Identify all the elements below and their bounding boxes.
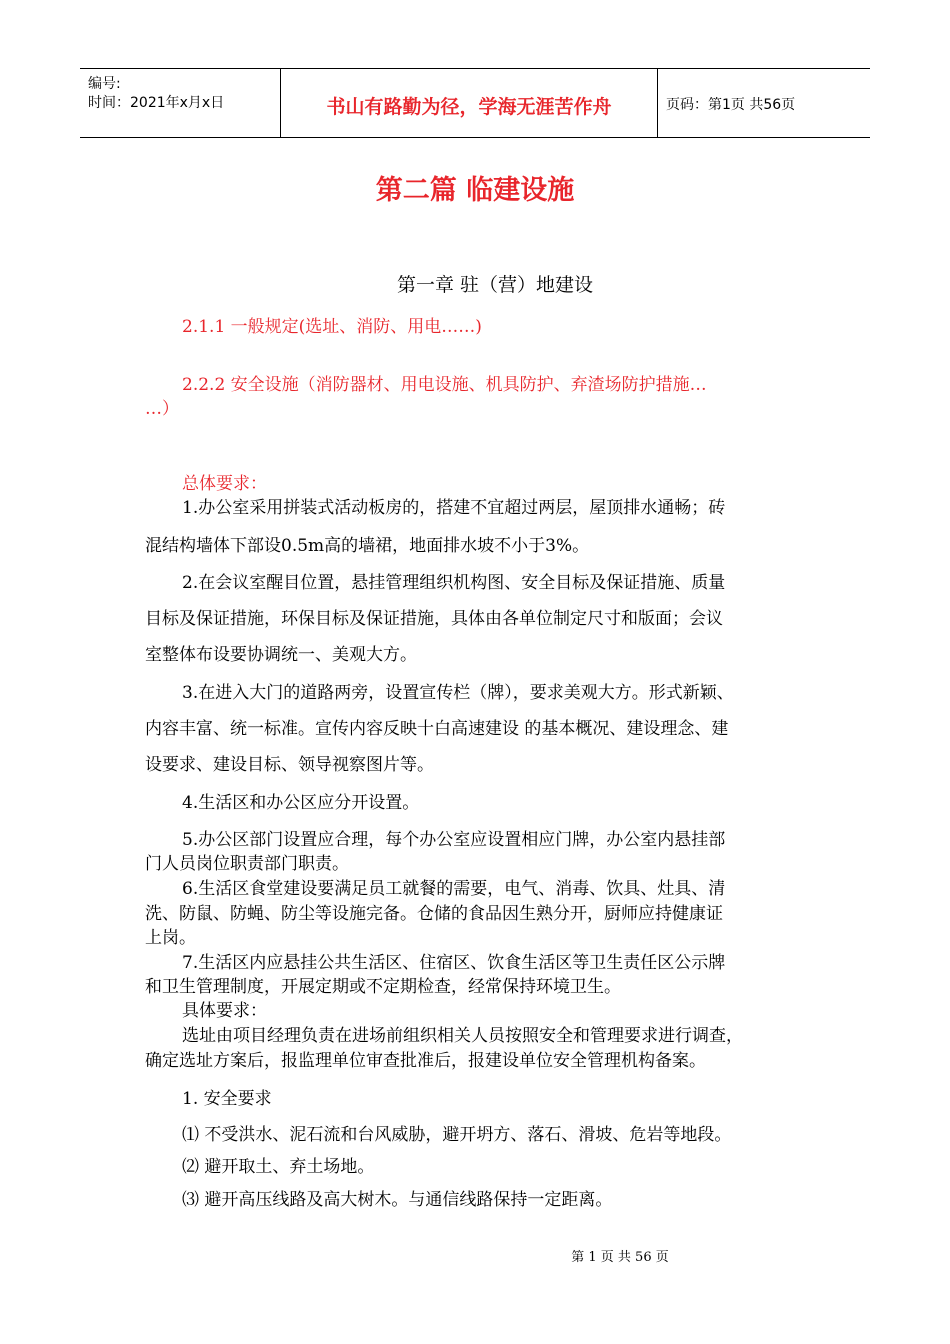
general-p6-line1: 6.生活区食堂建设要满足员工就餐的需要，电气、消毒、饮具、灶具、清 <box>182 879 726 899</box>
general-p3-line1: 3.在进入大门的道路两旁，设置宣传栏（牌），要求美观大方。形式新颖、 <box>182 683 734 703</box>
general-requirements-heading: 总体要求： <box>182 474 267 494</box>
general-p3-line3: 设要求、建设目标、领导视察图片等。 <box>145 755 434 775</box>
specific-requirements-heading: 具体要求： <box>182 1001 267 1021</box>
general-p4: 4.生活区和办公区应分开设置。 <box>182 793 420 813</box>
header-page-number: 页码：第1页 共56页 <box>666 97 796 113</box>
header-middle-cell <box>281 69 658 137</box>
page-footer: 第 1 页 共 56 页 <box>571 1250 669 1265</box>
general-p6-line2: 洗、防鼠、防蝇、防尘等设施完备。仓储的食品因生熟分开，厨师应持健康证 <box>145 904 723 924</box>
general-p1-line2: 混结构墙体下部设0.5m高的墙裙，地面排水坡不小于3%。 <box>145 536 590 556</box>
specific-intro-line2: 确定选址方案后，报监理单位审查批准后，报建设单位安全管理机构备案。 <box>145 1051 706 1071</box>
specific-sub-3: ⑶ 避开高压线路及高大树木。与通信线路保持一定距离。 <box>182 1190 613 1210</box>
general-p7-line2: 和卫生管理制度，开展定期或不定期检查，经常保持环境卫生。 <box>145 977 621 997</box>
general-p5-line1: 5.办公区部门设置应合理，每个办公室应设置相应门牌，办公室内悬挂部 <box>182 830 726 850</box>
section-2-2-2-line2: …） <box>145 399 179 419</box>
section-2-1-1: 2.1.1 一般规定(选址、消防、用电……) <box>182 317 482 337</box>
header-left-cell <box>80 69 281 137</box>
document-time-label: 时间：2021年x月x日 <box>88 95 225 111</box>
general-p2-line2: 目标及保证措施，环保目标及保证措施，具体由各单位制定尺寸和版面；会议 <box>145 609 723 629</box>
part-title: 第二篇 临建设施 <box>375 175 575 206</box>
specific-sub-2: ⑵ 避开取土、弃土场地。 <box>182 1157 375 1177</box>
specific-item-1: 1. 安全要求 <box>182 1089 272 1109</box>
specific-intro-line1: 选址由项目经理负责在进场前组织相关人员按照安全和管理要求进行调查， <box>182 1026 743 1046</box>
general-p2-line3: 室整体布设要协调统一、美观大方。 <box>145 645 417 665</box>
chapter-title: 第一章 驻（营）地建设 <box>396 274 594 296</box>
page-header <box>80 68 870 138</box>
general-p3-line2: 内容丰富、统一标准。宣传内容反映十白高速建设 的基本概况、建设理念、建 <box>145 719 729 739</box>
general-p1-line1: 1.办公室采用拼装式活动板房的，搭建不宜超过两层，屋顶排水通畅；砖 <box>182 498 726 518</box>
general-p2-line1: 2.在会议室醒目位置，悬挂管理组织机构图、安全目标及保证措施、质量 <box>182 573 726 593</box>
header-right-cell <box>658 69 870 137</box>
section-2-2-2-line1: 2.2.2 安全设施（消防器材、用电设施、机具防护、弃渣场防护措施… <box>182 375 707 395</box>
specific-sub-1: ⑴ 不受洪水、泥石流和台风威胁，避开坍方、落石、滑坡、危岩等地段。 <box>182 1125 732 1145</box>
header-motto: 书山有路勤为径，学海无涯苦作舟 <box>326 96 612 118</box>
general-p6-line3: 上岗。 <box>145 928 196 948</box>
general-p7-line1: 7.生活区内应悬挂公共生活区、住宿区、饮食生活区等卫生责任区公示牌 <box>182 953 726 973</box>
general-p5-line2: 门人员岗位职责部门职责。 <box>145 854 349 874</box>
document-number-label: 编号: <box>88 76 121 92</box>
